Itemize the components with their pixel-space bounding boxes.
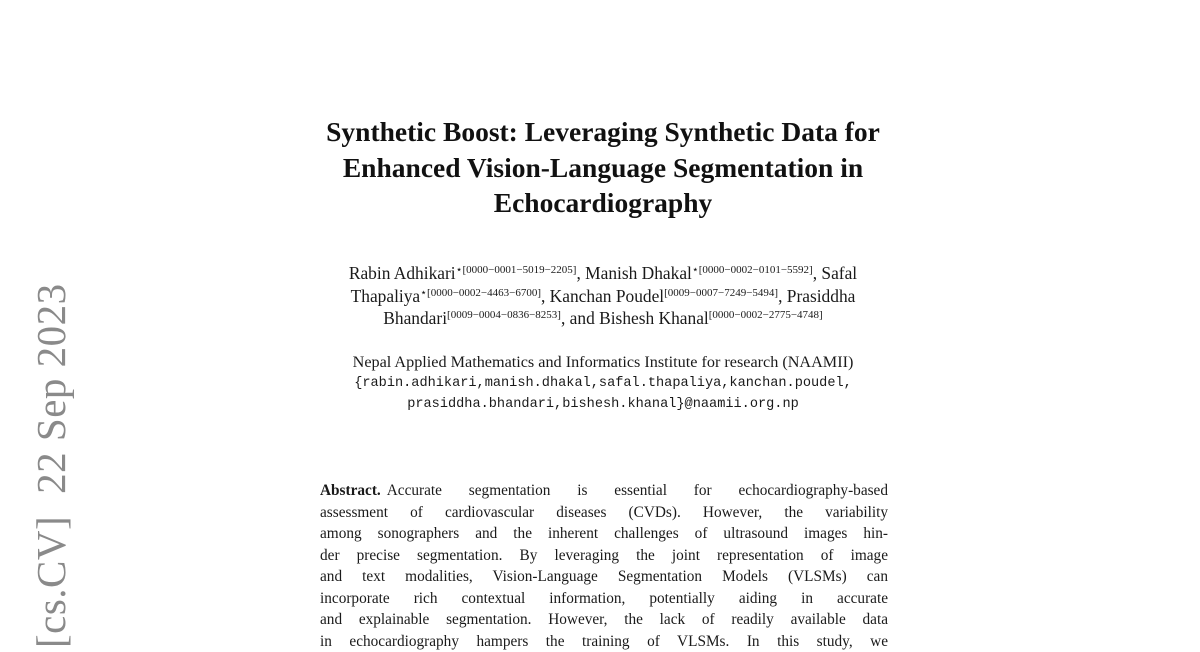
abstract-line: [320, 480, 888, 502]
institution: Nepal Applied Mathematics and Informatics Institute for research (NAAMII): [240, 352, 966, 373]
author-line: [240, 307, 966, 330]
author-orcid: [0009−0004−0836−8253]: [447, 309, 561, 321]
abstract-line: assessment of cardiovascular diseases (CVDs). However, the variability: [320, 502, 888, 524]
title-line: Enhanced Vision-Language Segmentation in: [240, 150, 966, 186]
author-line: [240, 285, 966, 308]
email-line: prasiddha.bhandari,bishesh.khanal}@naamii.org.np: [240, 394, 966, 415]
author-name: Bhandari: [383, 308, 447, 328]
author-orcid: [0000−0002−2775−4748]: [709, 309, 823, 321]
author-name: Thapaliya: [351, 286, 421, 306]
author-orcid: ⋆[0000−0002−4463−6700]: [420, 287, 541, 299]
author-orcid: [0009−0007−7249−5494]: [664, 287, 778, 299]
arxiv-side-stamp: [27, 283, 75, 648]
author-orcid: ⋆[0000−0002−0101−5592]: [692, 264, 813, 276]
title-line: Synthetic Boost: Leveraging Synthetic Data for: [240, 114, 966, 150]
email-line: {rabin.adhikari,manish.dhakal,safal.thapaliya,kanchan.poudel,: [240, 373, 966, 394]
abstract-line: among sonographers and the inherent challenges of ultrasound images hin-: [320, 523, 888, 545]
author-line: [240, 262, 966, 285]
paper-title: [240, 114, 966, 221]
abstract-line: incorporate rich contextual information, potentially aiding in accurate: [320, 588, 888, 610]
abstract-line: der precise segmentation. By leveraging the joint representation of image: [320, 545, 888, 567]
affiliation-block: [240, 352, 966, 415]
author-name: , Prasiddha: [778, 286, 855, 306]
abstract-line: in echocardiography hampers the training of VLSMs. In this study, we: [320, 631, 888, 652]
author-name: , Kanchan Poudel: [541, 286, 664, 306]
author-orcid: ⋆[0000−0001−5019−2205]: [456, 264, 577, 276]
abstract-text: Accurate segmentation is essential for echocardiography-based: [387, 482, 888, 499]
author-name: Rabin Adhikari: [349, 263, 456, 283]
abstract-line: and text modalities, Vision-Language Segmentation Models (VLSMs) can: [320, 566, 888, 588]
author-name: , Manish Dhakal: [576, 263, 691, 283]
abstract-label: Abstract.: [320, 482, 381, 499]
author-name: , Safal: [813, 263, 857, 283]
author-name: , and Bishesh Khanal: [561, 308, 709, 328]
title-line: Echocardiography: [240, 185, 966, 221]
abstract-line: and explainable segmentation. However, the lack of readily available data: [320, 609, 888, 631]
arxiv-date: 22 Sep 2023: [28, 283, 74, 494]
author-list: [240, 262, 966, 330]
abstract: [320, 480, 888, 652]
arxiv-category: [cs.CV]: [28, 516, 74, 648]
